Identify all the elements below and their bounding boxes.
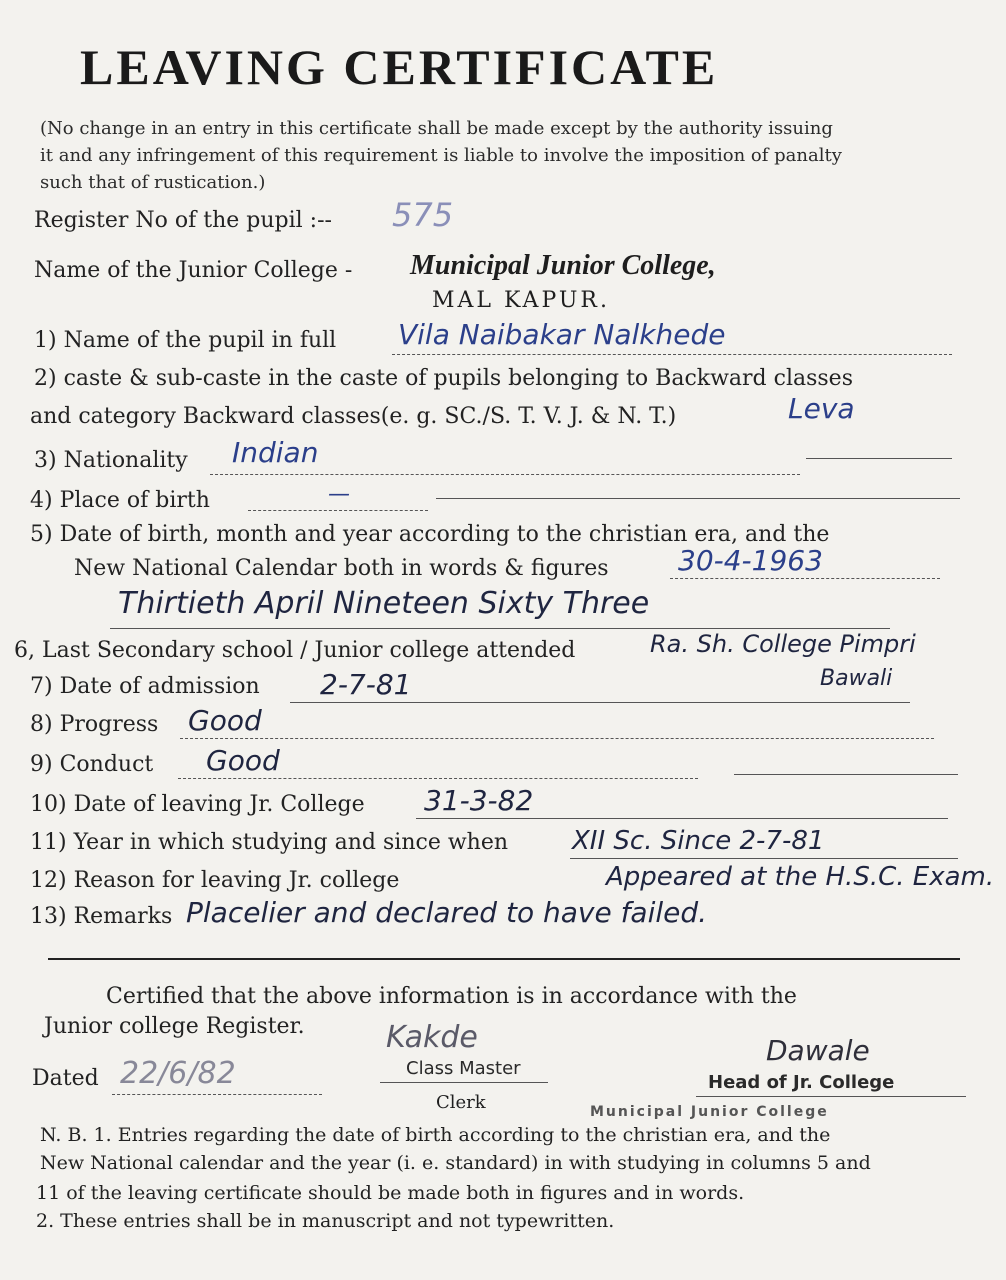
field-6-label: 6, Last Secondary school / Junior college attended	[14, 638, 576, 663]
note-line-3: such that of rustication.)	[40, 172, 266, 193]
college-label: Name of the Junior College -	[34, 258, 353, 283]
field-11-value: XII Sc. Since 2-7-81	[572, 826, 825, 856]
field-3-underline	[210, 474, 800, 475]
field-1-value: Vila Naibakar Nalkhede	[398, 318, 726, 351]
field-7-label: 7) Date of admission	[30, 674, 260, 699]
field-13-label: 13) Remarks	[30, 904, 173, 929]
note-line-2: it and any infringement of this requirement is liable to involve the imposition of panalty	[40, 145, 842, 166]
field-8-label: 8) Progress	[30, 712, 159, 737]
nb-line-2: New National calendar and the year (i. e. standard) in with studying in columns 5 and	[40, 1152, 871, 1174]
class-master-signature: Kakde	[386, 1020, 478, 1055]
class-master-label: Class Master	[406, 1058, 521, 1079]
field-2-label-1: 2) caste & sub-caste in the caste of pupils belonging to Backward classes	[34, 366, 853, 391]
college-place: MAL KAPUR.	[432, 288, 610, 313]
field-9-underline	[178, 778, 698, 779]
head-label: Head of Jr. College	[708, 1072, 895, 1093]
field-4-label: 4) Place of birth	[30, 488, 210, 513]
field-7-value: 2-7-81	[320, 668, 412, 701]
field-5-words-underline	[110, 628, 890, 629]
field-9-underline-right	[734, 774, 958, 775]
field-5-words: Thirtieth April Nineteen Sixty Three	[118, 586, 650, 621]
field-9-value: Good	[206, 744, 280, 777]
field-2-value: Leva	[788, 392, 855, 425]
field-11-underline	[570, 858, 958, 859]
field-4-underline-right	[436, 498, 960, 499]
field-1-label: 1) Name of the pupil in full	[34, 328, 337, 353]
field-8-underline	[180, 738, 934, 739]
certified-line-2: Junior college Register.	[44, 1014, 305, 1039]
field-7-underline	[290, 702, 910, 703]
field-10-value: 31-3-82	[424, 784, 534, 817]
nb-line-4: 2. These entries shall be in manuscript and not typewritten.	[36, 1210, 615, 1232]
field-3-underline-right	[806, 458, 952, 459]
college-name: Municipal Junior College,	[410, 250, 716, 281]
dated-underline	[112, 1094, 322, 1095]
field-5-value: 30-4-1963	[678, 544, 823, 577]
class-master-underline	[380, 1082, 548, 1083]
field-10-label: 10) Date of leaving Jr. College	[30, 792, 365, 817]
field-13-value: Placelier and declared to have failed.	[186, 896, 708, 929]
head-underline	[696, 1096, 966, 1097]
field-12-label: 12) Reason for leaving Jr. college	[30, 868, 400, 893]
field-4-underline	[248, 510, 428, 511]
field-5-label-2: New National Calendar both in words & figures	[74, 556, 609, 581]
divider-line	[48, 958, 960, 960]
field-2-label-2: and category Backward classes(e. g. SC./S. T. V. J. & N. T.)	[30, 404, 677, 429]
field-1-underline	[392, 354, 952, 355]
certified-line-1: Certified that the above information is in accordance with the	[106, 984, 797, 1009]
clerk-label: Clerk	[436, 1092, 486, 1113]
field-8-value: Good	[188, 704, 262, 737]
field-3-value: Indian	[232, 436, 319, 469]
field-3-label: 3) Nationality	[34, 448, 188, 473]
field-5-label-1: 5) Date of birth, month and year according to the christian era, and the	[30, 522, 830, 547]
nb-line-1: N. B. 1. Entries regarding the date of birth according to the christian era, and the	[40, 1124, 831, 1146]
field-4-value: —	[328, 482, 350, 507]
field-9-label: 9) Conduct	[30, 752, 154, 777]
nb-line-3: 11 of the leaving certificate should be made both in figures and in words.	[36, 1182, 745, 1204]
certificate-title: LEAVING CERTIFICATE	[80, 39, 719, 95]
dated-label: Dated	[32, 1066, 99, 1091]
note-line-1: (No change in an entry in this certificate shall be made except by the authority issuing	[40, 118, 833, 139]
field-12-value: Appeared at the H.S.C. Exam.	[606, 862, 995, 892]
field-6-value-2: Bawali	[820, 666, 893, 691]
field-6-value: Ra. Sh. College Pimpri	[650, 630, 916, 658]
field-10-underline	[416, 818, 948, 819]
field-5-underline	[670, 578, 940, 579]
college-stamp: Municipal Junior College	[590, 1104, 829, 1120]
dated-value: 22/6/82	[120, 1056, 236, 1091]
register-label: Register No of the pupil :--	[34, 208, 332, 233]
register-value: 575	[392, 196, 454, 234]
field-11-label: 11) Year in which studying and since when	[30, 830, 509, 855]
head-signature: Dawale	[766, 1034, 870, 1067]
